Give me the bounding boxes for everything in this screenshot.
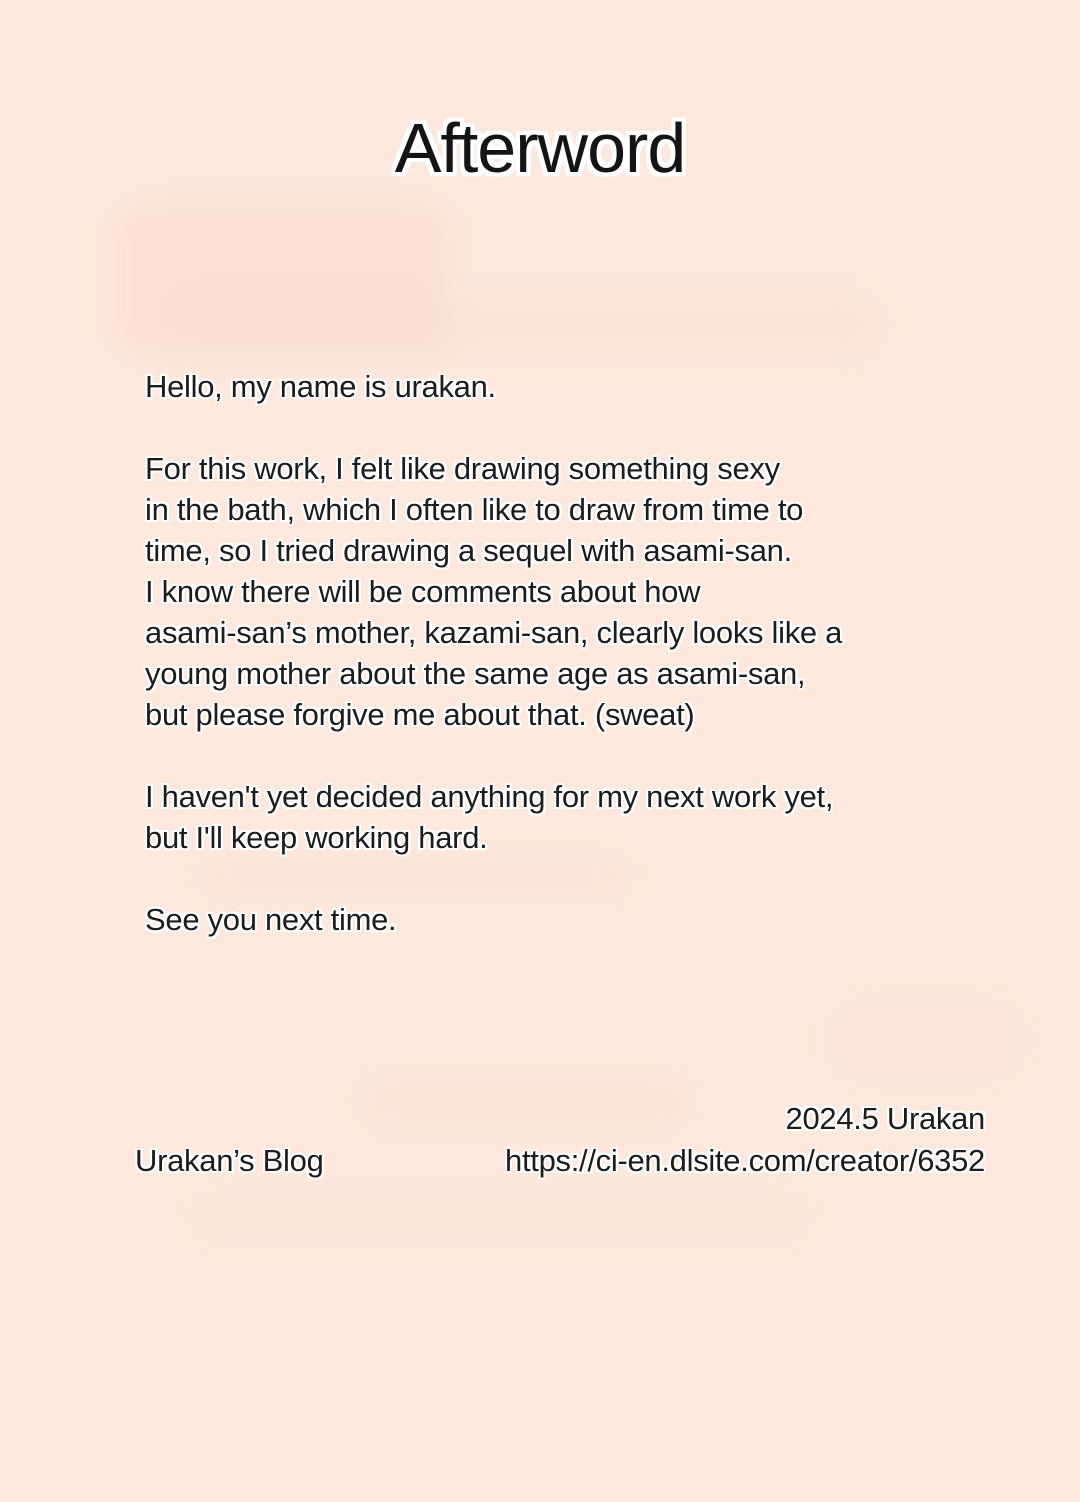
footer [135,1098,985,1182]
paragraph-farewell [145,899,985,940]
body-line: I know there will be comments about how [145,574,701,609]
body-line: young mother about the same age as asami-san, [145,656,806,691]
body-line: time, so I tried drawing a sequel with asami-san. [145,533,792,568]
body-line: Hello, my name is urakan. [145,369,496,404]
page-title: Afterword [394,109,686,187]
body-line: but please forgive me about that. (sweat) [145,697,695,732]
date-credit: 2024.5 Urakan [785,1101,985,1136]
body-line: I haven't yet decided anything for my next work yet, [145,779,834,814]
paragraph-greeting [145,366,985,407]
body-line: asami-san’s mother, kazami-san, clearly looks like a [145,615,843,650]
body-line: See you next time. [145,902,397,937]
erased-text-ghost [180,295,880,355]
body-line: but I'll keep working hard. [145,820,488,855]
blog-label: Urakan’s Blog [135,1143,324,1178]
body-line: For this work, I felt like drawing something sexy [145,451,780,486]
blog-url: https://ci-en.dlsite.com/creator/6352 [505,1143,985,1178]
erased-text-ghost [190,1195,810,1239]
paragraph-next-work [145,776,985,858]
erased-text-ghost [830,1005,1020,1075]
erased-text-ghost [118,205,448,355]
paragraph-about-work [145,448,985,735]
afterword-body [145,366,985,981]
body-line: in the bath, which I often like to draw from time to [145,492,804,527]
